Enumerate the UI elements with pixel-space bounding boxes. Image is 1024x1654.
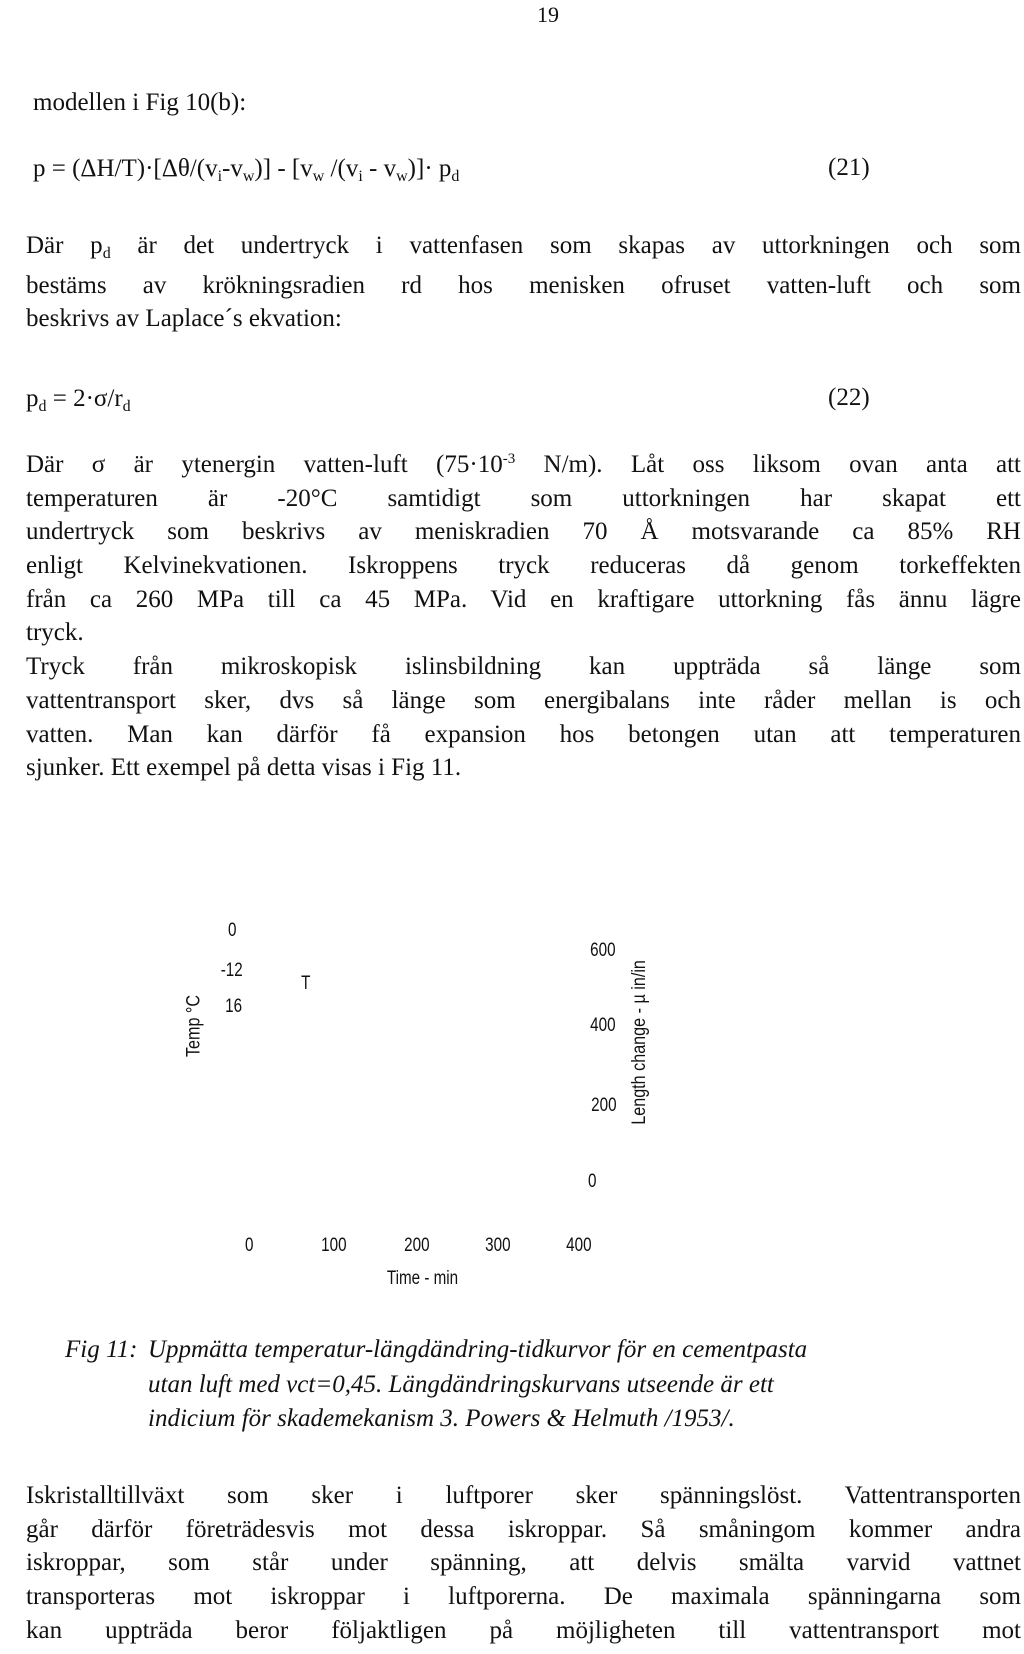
paragraph-line: går därför företrädesvis mot dessa iskroppar. Så småningom kommer andra <box>26 1515 1021 1543</box>
paragraph-line: Där σ är ytenergin vatten-luft ($75\cdot 10^{-3}$ N/m). Låt oss liksom ovan anta att <box>26 451 1021 478</box>
caption-line: utan luft med vct=0,45. Längdändringskurvans utseende är ett <box>148 1370 774 1398</box>
x-tick: 100 <box>321 1235 347 1256</box>
x-tick: 300 <box>485 1235 511 1256</box>
x-tick: 400 <box>566 1235 592 1256</box>
page-number: 19 <box>537 2 559 27</box>
paragraph-line: Iskristalltillväxt som sker i luftporer sker spänningslöst. Vattentransporten <box>26 1482 1021 1509</box>
equation-22-number: (22) <box>828 384 870 411</box>
paragraph-1 <box>26 229 1021 336</box>
y-right-tick: 600 <box>590 940 616 961</box>
y-right-axis-label: Length change - µ in/in <box>629 960 650 1125</box>
paragraph-line: kan uppträda beror följaktligen på möjligheten till vattentransport mot <box>26 1616 1021 1644</box>
y-right-tick: 200 <box>591 1095 617 1116</box>
paragraph-line: iskroppar, som står under spänning, att delvis smälta varvid vattnet <box>26 1549 1021 1577</box>
equation-21: $p = (\Delta H/T)\cdot[\Delta\theta/(v_i-v_w)] - [v_w$ $/(v_i - v_w)]\cdot p_d$ <box>33 155 460 185</box>
paragraph-line: tryck. <box>26 619 84 647</box>
paragraph-line: temperaturen är -20°C samtidigt som uttorkningen har skapat ett <box>26 484 1021 512</box>
y-right-tick: 0 <box>588 1171 597 1192</box>
paragraph-line: transporteras mot iskroppar i luftporerna. De maximala spänningarna som <box>26 1583 1021 1611</box>
paragraph-line: beskrivs av Laplace´s ekvation: <box>26 305 342 333</box>
paragraph-line: bestäms av krökningsradien rd hos menisken ofruset vatten-luft och som <box>26 271 1021 299</box>
figure-caption-label: Fig 11: <box>65 1336 138 1363</box>
paragraph-line: enligt Kelvinekvationen. Iskroppens tryck reduceras då genom torkeffekten <box>26 552 1021 580</box>
caption-line: indicium för skademekanism 3. Powers & Helmuth /1953/. <box>148 1405 735 1432</box>
intro-text: modellen i Fig 10(b): <box>33 89 247 116</box>
paragraph-line: Tryck från mikroskopisk islinsbildning kan uppträda så länge som <box>26 653 1021 681</box>
y-left-tick: 16 <box>225 996 243 1017</box>
paragraph-line: vattentransport sker, dvs så länge som energibalans inte råder mellan is och <box>26 686 1021 714</box>
y-left-tick: -12 <box>220 960 243 981</box>
y-left-tick: 0 <box>228 920 237 941</box>
paragraph-line: Där $p_d$ är det undertryck i vattenfasen som skapas av uttorkningen och som <box>26 232 1021 262</box>
paragraph-3 <box>26 1479 1021 1647</box>
figure-caption <box>148 1333 807 1437</box>
x-axis-label: Time - min <box>386 1268 459 1289</box>
paragraph-line: vatten. Man kan därför få expansion hos betongen utan att temperaturen <box>26 720 1021 748</box>
equation-21-number: (21) <box>828 154 870 181</box>
y-right-tick: 400 <box>590 1015 616 1036</box>
paragraph-line: från ca 260 MPa till ca 45 MPa. Vid en kraftigare uttorkning fås ännu lägre <box>26 585 1021 613</box>
equation-22: $p_d = 2\cdot\sigma/r_d$ <box>26 385 131 415</box>
paragraph-2 <box>26 448 1021 785</box>
x-tick: 200 <box>404 1235 430 1256</box>
paragraph-line: sjunker. Ett exempel på detta visas i Fig 11. <box>26 754 462 782</box>
x-tick: 0 <box>245 1235 254 1256</box>
caption-line: Uppmätta temperatur-längdändring-tidkurvor för en cementpasta <box>148 1336 808 1363</box>
y-left-axis-label: Temp °C <box>183 994 205 1058</box>
series-label-t: T <box>301 973 311 994</box>
paragraph-line: undertryck som beskrivs av meniskradien 70 Å motsvarande ca 85% RH <box>26 518 1021 546</box>
